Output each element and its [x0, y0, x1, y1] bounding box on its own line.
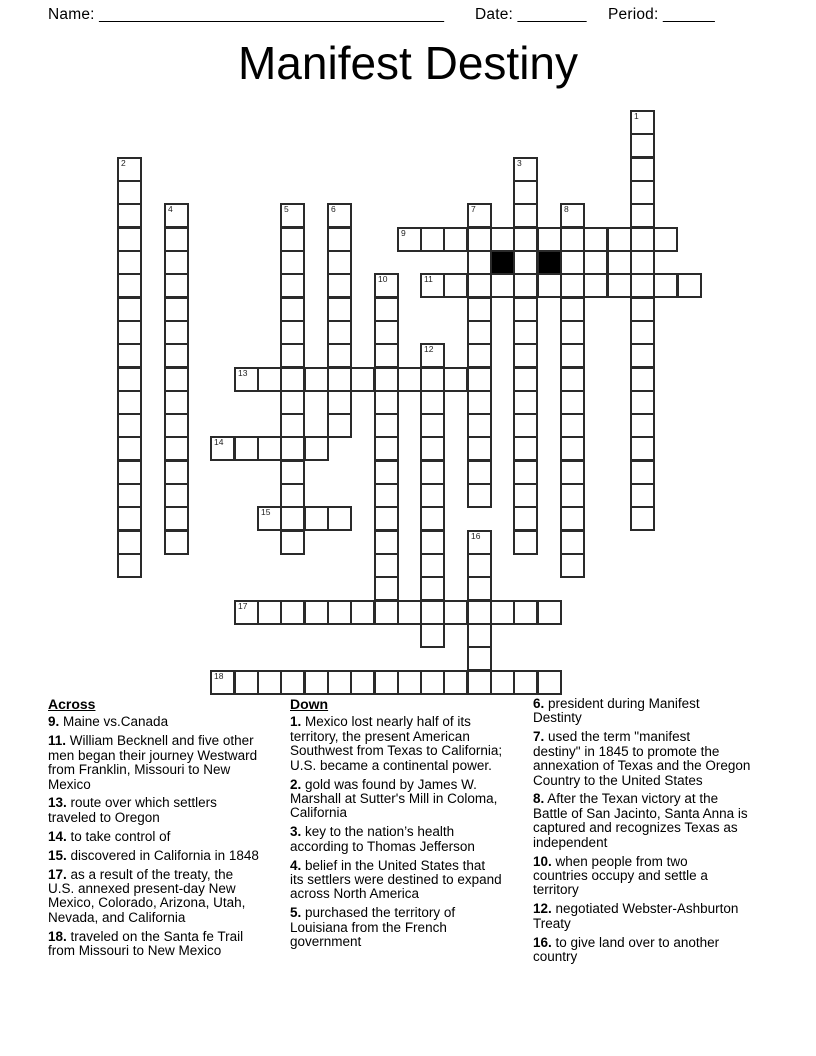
grid-cell: [630, 343, 655, 368]
grid-cell: [443, 670, 468, 695]
grid-cell: [327, 343, 352, 368]
clue-number: 9.: [48, 714, 60, 730]
cell-number: 16: [471, 531, 481, 541]
grid-cell: [234, 436, 259, 461]
grid-cell: [164, 483, 189, 508]
clue-number: 8.: [533, 791, 545, 807]
grid-cell: [117, 506, 142, 531]
grid-cell-black: [537, 250, 562, 275]
grid-cell: [164, 250, 189, 275]
grid-cell: [234, 367, 259, 392]
clue-number: 3.: [290, 824, 302, 840]
cell-number: 3: [517, 158, 522, 168]
grid-cell: [467, 670, 492, 695]
grid-cell: [164, 460, 189, 485]
grid-cell: [304, 600, 329, 625]
clue-16: 16. to give land over to another country: [533, 934, 720, 964]
across-clues-column: [48, 697, 285, 963]
period-label: Period:: [608, 6, 659, 23]
grid-cell: [164, 297, 189, 322]
grid-cell: [304, 436, 329, 461]
grid-cell: [374, 553, 399, 578]
down-clues-column-2: [533, 697, 780, 969]
grid-cell: [560, 506, 585, 531]
grid-cell: [467, 646, 492, 671]
clue-9: 9. Maine vs.Canada: [48, 714, 169, 730]
grid-cell: [350, 367, 375, 392]
grid-cell: [513, 250, 538, 275]
grid-cell: [630, 460, 655, 485]
grid-cell: [467, 297, 492, 322]
grid-cell: [467, 203, 492, 228]
grid-cell: [513, 343, 538, 368]
name-label: Name:: [48, 6, 95, 23]
grid-cell: [513, 390, 538, 415]
grid-cell: [280, 343, 305, 368]
clue-6: 6. president during Manifest Destinty: [533, 696, 700, 726]
down-header: Down: [290, 696, 329, 712]
grid-cell: [117, 390, 142, 415]
grid-cell: [513, 367, 538, 392]
grid-cell: [234, 600, 259, 625]
grid-cell: [374, 600, 399, 625]
grid-cell: [560, 297, 585, 322]
grid-cell: [420, 413, 445, 438]
grid-cell: [397, 670, 422, 695]
grid-cell: [234, 670, 259, 695]
grid-cell: [443, 600, 468, 625]
grid-cell: [467, 390, 492, 415]
grid-cell: [467, 320, 492, 345]
grid-cell: [443, 227, 468, 252]
grid-cell: [630, 203, 655, 228]
grid-cell: [164, 203, 189, 228]
grid-cell: [630, 180, 655, 205]
grid-cell: [280, 670, 305, 695]
grid-cell: [327, 297, 352, 322]
grid-cell: [117, 203, 142, 228]
down-clues-column-1: [290, 697, 537, 954]
grid-cell: [280, 413, 305, 438]
clue-5: 5. purchased the territory of Louisiana from the French government: [290, 905, 456, 950]
grid-cell: [560, 460, 585, 485]
grid-cell: [117, 483, 142, 508]
grid-cell: [117, 460, 142, 485]
grid-cell: [467, 367, 492, 392]
grid-cell: [513, 180, 538, 205]
grid-cell: [117, 250, 142, 275]
date-label: Date:: [475, 6, 514, 23]
grid-cell: [560, 530, 585, 555]
grid-cell: [513, 413, 538, 438]
grid-cell: [630, 250, 655, 275]
grid-cell: [420, 483, 445, 508]
grid-cell: [630, 227, 655, 252]
across-header: Across: [48, 696, 96, 712]
grid-cell: [467, 436, 492, 461]
grid-cell: [280, 320, 305, 345]
grid-cell: [607, 250, 632, 275]
grid-cell: [560, 390, 585, 415]
grid-cell: [560, 227, 585, 252]
grid-cell: [164, 506, 189, 531]
grid-cell: [467, 273, 492, 298]
cell-number: 6: [331, 204, 336, 214]
grid-cell: [467, 576, 492, 601]
grid-cell: [467, 460, 492, 485]
clue-15: 15. discovered in California in 1848: [48, 847, 259, 863]
grid-cell: [117, 227, 142, 252]
grid-cell: [420, 553, 445, 578]
grid-cell: [653, 273, 678, 298]
grid-cell: [280, 483, 305, 508]
grid-cell: [327, 390, 352, 415]
grid-cell: [420, 506, 445, 531]
grid-cell: [513, 600, 538, 625]
grid-cell: [327, 367, 352, 392]
grid-cell: [420, 530, 445, 555]
grid-cell: [164, 436, 189, 461]
grid-cell: [630, 273, 655, 298]
grid-cell: [374, 576, 399, 601]
grid-cell: [560, 553, 585, 578]
clue-17: 17. as a result of the treaty, the U.S. annexed present-day New Mexico, Colorado, Arizona, Utah, Nevada, and California: [48, 866, 246, 925]
grid-cell: [117, 157, 142, 182]
grid-cell: [420, 343, 445, 368]
clue-number: 15.: [48, 847, 67, 863]
grid-cell: [164, 273, 189, 298]
grid-cell: [537, 600, 562, 625]
grid-cell: [117, 273, 142, 298]
cell-number: 15: [261, 507, 271, 517]
grid-cell: [257, 670, 282, 695]
grid-cell: [374, 670, 399, 695]
grid-cell: [304, 367, 329, 392]
grid-cell: [467, 227, 492, 252]
grid-cell: [420, 623, 445, 648]
grid-cell: [653, 227, 678, 252]
name-blank-line: ________________________________________: [99, 6, 444, 23]
clue-8: 8. After the Texan victory at the Battle of San Jacinto, Santa Anna is captured and recognizes Texas as independent: [533, 791, 748, 850]
grid-cell: [210, 670, 235, 695]
grid-cell: [583, 250, 608, 275]
grid-cell: [280, 250, 305, 275]
grid-cell: [280, 297, 305, 322]
grid-cell: [513, 227, 538, 252]
cell-number: 5: [284, 204, 289, 214]
page-title: Manifest Destiny: [237, 37, 578, 89]
grid-cell: [513, 320, 538, 345]
grid-cell: [420, 670, 445, 695]
clue-12: 12. negotiated Webster-Ashburton Treaty: [533, 901, 739, 931]
cell-number: 12: [424, 344, 434, 354]
clue-10: 10. when people from two countries occupy and settle a territory: [533, 853, 708, 898]
grid-cell: [280, 367, 305, 392]
grid-cell: [164, 413, 189, 438]
clue-number: 17.: [48, 866, 67, 882]
clue-number: 12.: [533, 901, 552, 917]
grid-cell: [560, 483, 585, 508]
clue-number: 18.: [48, 928, 67, 944]
grid-cell: [467, 343, 492, 368]
grid-cell: [210, 436, 235, 461]
grid-cell: [117, 530, 142, 555]
grid-cell: [117, 413, 142, 438]
period-blank-line: ______: [663, 6, 715, 23]
grid-cell: [513, 506, 538, 531]
grid-cell: [304, 670, 329, 695]
clue-number: 16.: [533, 934, 552, 950]
grid-cell: [374, 390, 399, 415]
clue-11: 11. William Becknell and five other men began their journey Westward from Franklin, Missouri to New Mexico: [48, 733, 258, 792]
grid-cell: [560, 320, 585, 345]
grid-cell: [420, 390, 445, 415]
clue-14: 14. to take control of: [48, 828, 171, 844]
grid-cell: [350, 670, 375, 695]
grid-cell: [280, 390, 305, 415]
clue-number: 10.: [533, 853, 552, 869]
grid-cell: [280, 273, 305, 298]
clue-number: 2.: [290, 776, 302, 792]
grid-cell: [374, 297, 399, 322]
clue-7: 7. used the term "manifest destiny" in 1845 to promote the annexation of Texas and the Oregon Country to the United States: [533, 729, 751, 788]
cell-number: 1: [634, 111, 639, 121]
grid-cell: [164, 227, 189, 252]
grid-cell: [560, 273, 585, 298]
grid-cell: [374, 320, 399, 345]
grid-cell: [374, 273, 399, 298]
grid-cell: [560, 436, 585, 461]
grid-cell: [327, 273, 352, 298]
grid-cell: [467, 623, 492, 648]
grid-cell-black: [490, 250, 515, 275]
grid-cell: [117, 367, 142, 392]
grid-cell: [164, 530, 189, 555]
grid-cell: [513, 297, 538, 322]
grid-cell: [374, 413, 399, 438]
grid-cell: [327, 413, 352, 438]
cell-number: 11: [424, 274, 433, 284]
grid-cell: [490, 273, 515, 298]
grid-cell: [607, 227, 632, 252]
cell-number: 2: [121, 158, 126, 168]
grid-cell: [327, 227, 352, 252]
grid-cell: [280, 506, 305, 531]
grid-cell: [420, 460, 445, 485]
grid-cell: [374, 530, 399, 555]
grid-cell: [164, 390, 189, 415]
grid-cell: [630, 320, 655, 345]
cell-number: 4: [168, 204, 173, 214]
grid-cell: [327, 600, 352, 625]
grid-cell: [327, 506, 352, 531]
grid-cell: [630, 436, 655, 461]
grid-cell: [397, 600, 422, 625]
grid-cell: [327, 250, 352, 275]
grid-cell: [117, 343, 142, 368]
grid-cell: [513, 460, 538, 485]
grid-cell: [490, 227, 515, 252]
grid-cell: [374, 343, 399, 368]
grid-cell: [630, 297, 655, 322]
grid-cell: [374, 483, 399, 508]
grid-cell: [490, 670, 515, 695]
grid-cell: [467, 413, 492, 438]
grid-cell: [117, 436, 142, 461]
grid-cell: [560, 367, 585, 392]
grid-cell: [420, 576, 445, 601]
clue-2: 2. gold was found by James W. Marshall at Sutter's Mill in Coloma, California: [290, 776, 498, 821]
clue-1: 1. Mexico lost nearly half of its territory, the present American Southwest from Texas to California; U.S. became a continental power.: [290, 714, 503, 773]
grid-cell: [630, 157, 655, 182]
grid-cell: [257, 600, 282, 625]
grid-cell: [420, 436, 445, 461]
grid-cell: [397, 227, 422, 252]
grid-cell: [630, 133, 655, 158]
grid-cell: [443, 273, 468, 298]
cell-number: 14: [214, 437, 224, 447]
grid-cell: [583, 227, 608, 252]
clue-number: 6.: [533, 696, 545, 711]
grid-cell: [374, 367, 399, 392]
grid-cell: [117, 180, 142, 205]
grid-cell: [630, 367, 655, 392]
grid-cell: [327, 320, 352, 345]
clue-number: 5.: [290, 905, 302, 921]
grid-cell: [443, 367, 468, 392]
grid-cell: [280, 203, 305, 228]
grid-cell: [467, 250, 492, 275]
grid-cell: [304, 506, 329, 531]
cell-number: 7: [471, 204, 476, 214]
grid-cell: [630, 483, 655, 508]
grid-cell: [420, 227, 445, 252]
grid-cell: [467, 600, 492, 625]
grid-cell: [513, 157, 538, 182]
grid-cell: [677, 273, 702, 298]
grid-cell: [560, 250, 585, 275]
grid-cell: [280, 460, 305, 485]
grid-cell: [164, 367, 189, 392]
grid-cell: [467, 483, 492, 508]
date-blank-line: ________: [517, 6, 587, 23]
cell-number: 10: [378, 274, 388, 284]
grid-cell: [164, 320, 189, 345]
grid-cell: [513, 483, 538, 508]
cell-number: 9: [401, 228, 406, 238]
grid-cell: [164, 343, 189, 368]
clue-number: 1.: [290, 714, 302, 730]
grid-cell: [537, 227, 562, 252]
grid-cell: [397, 367, 422, 392]
clue-13: 13. route over which settlers traveled to Oregon: [48, 795, 217, 825]
clue-number: 11.: [48, 733, 67, 749]
grid-cell: [420, 600, 445, 625]
grid-cell: [374, 460, 399, 485]
clue-number: 4.: [290, 857, 302, 873]
clue-4: 4. belief in the United States that its settlers were destined to expand across North America: [290, 857, 502, 902]
grid-cell: [513, 670, 538, 695]
grid-cell: [490, 600, 515, 625]
grid-cell: [420, 273, 445, 298]
cell-number: 17: [238, 601, 248, 611]
grid-cell: [607, 273, 632, 298]
grid-cell: [560, 343, 585, 368]
grid-cell: [280, 530, 305, 555]
grid-cell: [374, 436, 399, 461]
grid-cell: [257, 436, 282, 461]
grid-cell: [257, 506, 282, 531]
grid-cell: [117, 320, 142, 345]
grid-cell: [560, 413, 585, 438]
grid-cell: [327, 670, 352, 695]
grid-cell: [280, 227, 305, 252]
grid-cell: [280, 600, 305, 625]
grid-cell: [420, 367, 445, 392]
grid-cell: [350, 600, 375, 625]
grid-cell: [374, 506, 399, 531]
grid-cell: [467, 553, 492, 578]
cell-number: 18: [214, 671, 224, 681]
grid-cell: [513, 273, 538, 298]
grid-cell: [630, 506, 655, 531]
grid-cell: [280, 436, 305, 461]
grid-cell: [630, 413, 655, 438]
grid-cell: [467, 530, 492, 555]
grid-cell: [560, 203, 585, 228]
grid-cell: [630, 390, 655, 415]
grid-cell: [117, 553, 142, 578]
grid-cell: [583, 273, 608, 298]
clue-18: 18. traveled on the Santa fe Trail from Missouri to New Mexico: [48, 928, 244, 959]
grid-cell: [513, 530, 538, 555]
grid-cell: [630, 110, 655, 135]
clue-number: 13.: [48, 795, 67, 811]
cell-number: 8: [564, 204, 569, 214]
grid-cell: [513, 203, 538, 228]
grid-cell: [537, 273, 562, 298]
grid-cell: [513, 436, 538, 461]
grid-cell: [537, 670, 562, 695]
grid-cell: [327, 203, 352, 228]
cell-number: 13: [238, 368, 248, 378]
grid-cell: [117, 297, 142, 322]
clue-3: 3. key to the nation’s health according to Thomas Jefferson: [290, 824, 475, 854]
clue-number: 7.: [533, 729, 545, 745]
clue-number: 14.: [48, 828, 67, 844]
grid-cell: [257, 367, 282, 392]
